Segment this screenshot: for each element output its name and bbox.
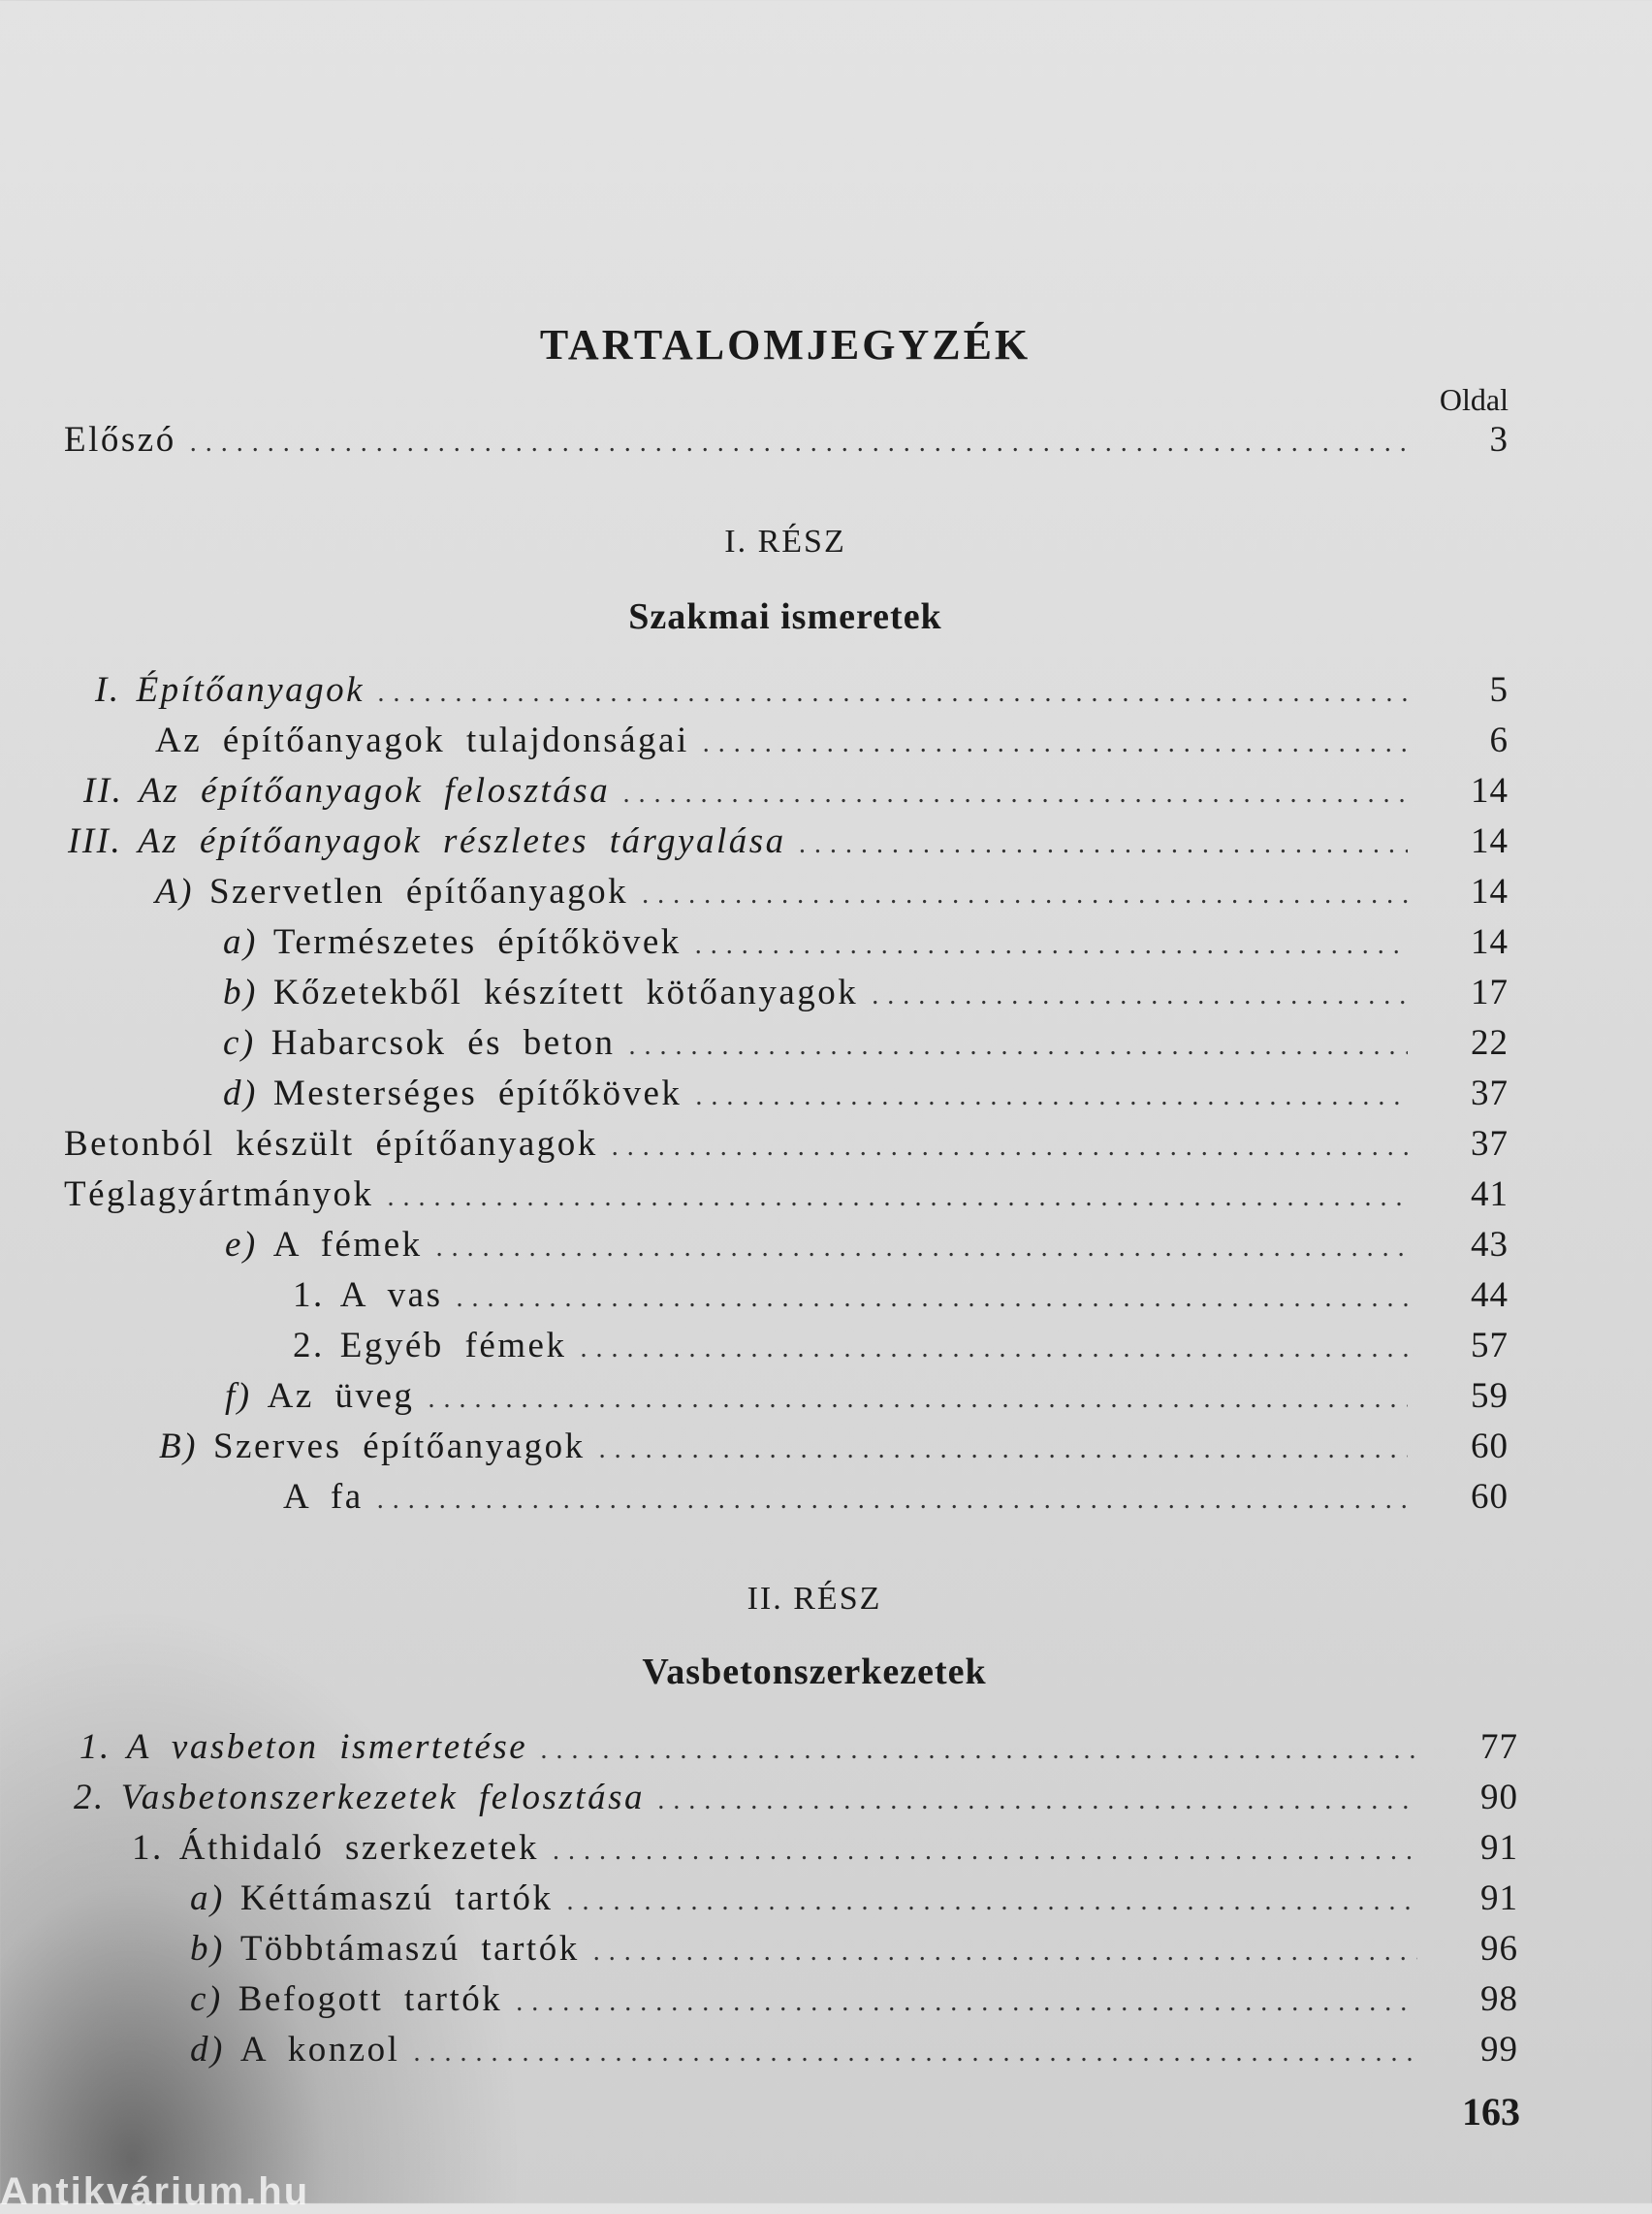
toc-entry-marker: II. — [83, 771, 124, 811]
toc-entry-page: 77 — [1480, 1727, 1518, 1767]
toc-entry-marker: 2. — [293, 1326, 325, 1365]
toc-entry-marker: c) — [190, 1979, 223, 2019]
toc-entry-page: 96 — [1480, 1929, 1518, 1969]
part-2-label: II. RÉSZ — [747, 1581, 882, 1617]
toc-entry-marker: III. — [68, 821, 123, 861]
toc-entry-page: 37 — [1471, 1074, 1509, 1113]
toc-entry-marker: c) — [223, 1023, 256, 1063]
toc-entry-marker: e) — [225, 1225, 258, 1265]
toc-entry-label: Az építőanyagok tulajdonságai — [155, 721, 689, 760]
part-2-subtitle: Vasbetonszerkezetek — [642, 1652, 987, 1692]
leader-dots — [612, 1132, 1408, 1163]
toc-entry[interactable] — [223, 972, 1509, 1022]
toc-entry-page: 91 — [1480, 1878, 1518, 1918]
toc-entry-label: Többtámaszú tartók — [239, 1929, 580, 1969]
toc-entry[interactable] — [155, 720, 1509, 770]
toc-entry-label: Szervetlen építőanyagok — [208, 872, 629, 912]
leader-dots — [593, 1937, 1417, 1968]
toc-entry[interactable] — [190, 2029, 1518, 2079]
toc-entry[interactable] — [293, 1274, 1509, 1325]
toc-entry-marker: b) — [190, 1929, 225, 1969]
toc-entry-label: Habarcsok és beton — [270, 1023, 616, 1063]
leader-dots — [580, 1333, 1408, 1364]
toc-entry[interactable] — [223, 1073, 1509, 1123]
toc-entry-label: Építőanyagok — [136, 670, 365, 710]
toc-entry-label: Téglagyártmányok — [64, 1174, 374, 1214]
toc-entry-page: 5 — [1489, 670, 1509, 710]
toc-entry-page: 98 — [1480, 1979, 1518, 2019]
toc-entry[interactable] — [225, 1375, 1509, 1426]
toc-entry-page: 99 — [1480, 2030, 1518, 2070]
toc-entry-page: 91 — [1480, 1828, 1518, 1868]
toc-entry-marker: f) — [225, 1376, 252, 1416]
page-number: 163 — [1462, 2090, 1520, 2134]
part-1-label: I. RÉSZ — [724, 524, 846, 560]
leader-dots — [378, 678, 1408, 709]
toc-entry[interactable] — [74, 1777, 1518, 1827]
toc-entry-label: Befogott tartók — [238, 1979, 503, 2019]
leader-dots — [658, 1785, 1417, 1816]
leader-dots — [623, 779, 1408, 810]
toc-entry-page: 60 — [1471, 1427, 1509, 1466]
toc-entry-page: 59 — [1471, 1376, 1509, 1416]
toc-entry-page: 37 — [1471, 1124, 1509, 1164]
leader-dots — [703, 728, 1408, 759]
part-1-subtitle: Szakmai ismeretek — [628, 596, 942, 637]
leader-dots — [413, 2038, 1417, 2069]
toc-entry-marker: 1. — [293, 1275, 325, 1315]
toc-entry-label: Az üveg — [267, 1376, 415, 1416]
leader-dots — [567, 1886, 1417, 1917]
toc-entry-marker: 1. — [79, 1727, 111, 1767]
leader-dots — [516, 1987, 1417, 2018]
toc-entry-label: A konzol — [239, 2030, 400, 2070]
toc-entry-label: Az építőanyagok részletes tárgyalása — [138, 821, 786, 861]
toc-entry[interactable] — [64, 1173, 1509, 1224]
toc-entry-label: Előszó — [64, 420, 176, 460]
toc-entry-marker: b) — [223, 973, 258, 1012]
toc-entry-label: Mesterséges építőkövek — [272, 1074, 683, 1113]
toc-entry-label: Kéttámaszú tartók — [239, 1878, 554, 1918]
toc-entry-label: A fémek — [272, 1225, 423, 1265]
toc-entry[interactable] — [132, 1827, 1518, 1877]
toc-entry-marker: I. — [95, 670, 121, 710]
toc-entry-page: 90 — [1480, 1778, 1518, 1817]
toc-entry[interactable] — [159, 1426, 1509, 1476]
toc-entry-page: 14 — [1471, 922, 1509, 962]
leader-dots — [553, 1836, 1417, 1867]
leader-dots — [642, 880, 1408, 911]
leader-dots — [695, 1081, 1408, 1112]
toc-entry-page: 14 — [1471, 821, 1509, 861]
page-column-header: Oldal — [1439, 382, 1509, 417]
toc-entry-label: Betonból készült építőanyagok — [64, 1124, 598, 1164]
leader-dots — [800, 829, 1408, 860]
toc-entry[interactable] — [190, 1928, 1518, 1978]
leader-dots — [190, 428, 1408, 459]
toc-entry-page: 22 — [1471, 1023, 1509, 1063]
toc-entry[interactable] — [68, 820, 1509, 871]
toc-entry-label: Az építőanyagok felosztása — [139, 771, 611, 811]
toc-entry-label: A vas — [339, 1275, 443, 1315]
toc-entry[interactable] — [83, 770, 1509, 820]
toc-entry[interactable] — [283, 1476, 1509, 1526]
page-title: TARTALOMJEGYZÉK — [539, 321, 1032, 369]
toc-entry[interactable] — [190, 1978, 1518, 2029]
toc-entry-marker: a) — [190, 1878, 225, 1918]
toc-entry-label: A vasbeton ismertetése — [126, 1727, 528, 1767]
toc-entry[interactable] — [190, 1877, 1518, 1928]
toc-entry-marker: a) — [223, 922, 258, 962]
toc-entry[interactable] — [155, 871, 1509, 921]
toc-entry-page: 14 — [1471, 771, 1509, 811]
leader-dots — [436, 1233, 1408, 1264]
watermark: Antikvárium.hu — [0, 2170, 310, 2213]
toc-entry[interactable] — [293, 1325, 1509, 1375]
toc-entry-marker: 2. — [74, 1778, 106, 1817]
toc-entry[interactable] — [95, 669, 1509, 720]
toc-entry-label: Természetes építőkövek — [272, 922, 682, 962]
toc-entry-label: Szerves építőanyagok — [212, 1427, 586, 1466]
toc-entry-marker: A) — [155, 872, 194, 912]
toc-entry-marker: d) — [190, 2030, 225, 2070]
toc-entry-page: 44 — [1471, 1275, 1509, 1315]
toc-entry-preface[interactable] — [64, 419, 1509, 469]
toc-entry-marker: 1. — [132, 1828, 164, 1868]
toc-entry-label: A fa — [283, 1477, 364, 1517]
toc-entry-page: 3 — [1489, 420, 1509, 460]
toc-entry-page: 14 — [1471, 872, 1509, 912]
leader-dots — [377, 1485, 1408, 1516]
leader-dots — [457, 1283, 1409, 1314]
toc-entry-marker: B) — [159, 1427, 198, 1466]
leader-dots — [628, 1031, 1408, 1062]
toc-entry-page: 43 — [1471, 1225, 1509, 1265]
toc-entry-label: Vasbetonszerkezetek felosztása — [120, 1778, 645, 1817]
toc-entry-label: Egyéb fémek — [339, 1326, 567, 1365]
leader-dots — [428, 1384, 1408, 1415]
toc-entry-label: Kőzetekből készített kötőanyagok — [272, 973, 859, 1012]
toc-entry[interactable] — [79, 1726, 1518, 1777]
toc-entry-marker: d) — [223, 1074, 258, 1113]
toc-entry[interactable] — [225, 1224, 1509, 1274]
toc-entry-page: 60 — [1471, 1477, 1509, 1517]
toc-entry-page: 17 — [1471, 973, 1509, 1012]
leader-dots — [695, 930, 1408, 961]
leader-dots — [387, 1182, 1408, 1213]
leader-dots — [872, 980, 1408, 1011]
toc-entry[interactable] — [64, 1123, 1509, 1173]
toc-entry-page: 6 — [1489, 721, 1509, 760]
toc-entry[interactable] — [223, 921, 1509, 972]
toc-entry[interactable] — [223, 1022, 1509, 1073]
toc-entry-page: 41 — [1471, 1174, 1509, 1214]
leader-dots — [599, 1434, 1408, 1465]
leader-dots — [541, 1735, 1417, 1766]
toc-entry-label: Áthidaló szerkezetek — [178, 1828, 540, 1868]
toc-entry-page: 57 — [1471, 1326, 1509, 1365]
